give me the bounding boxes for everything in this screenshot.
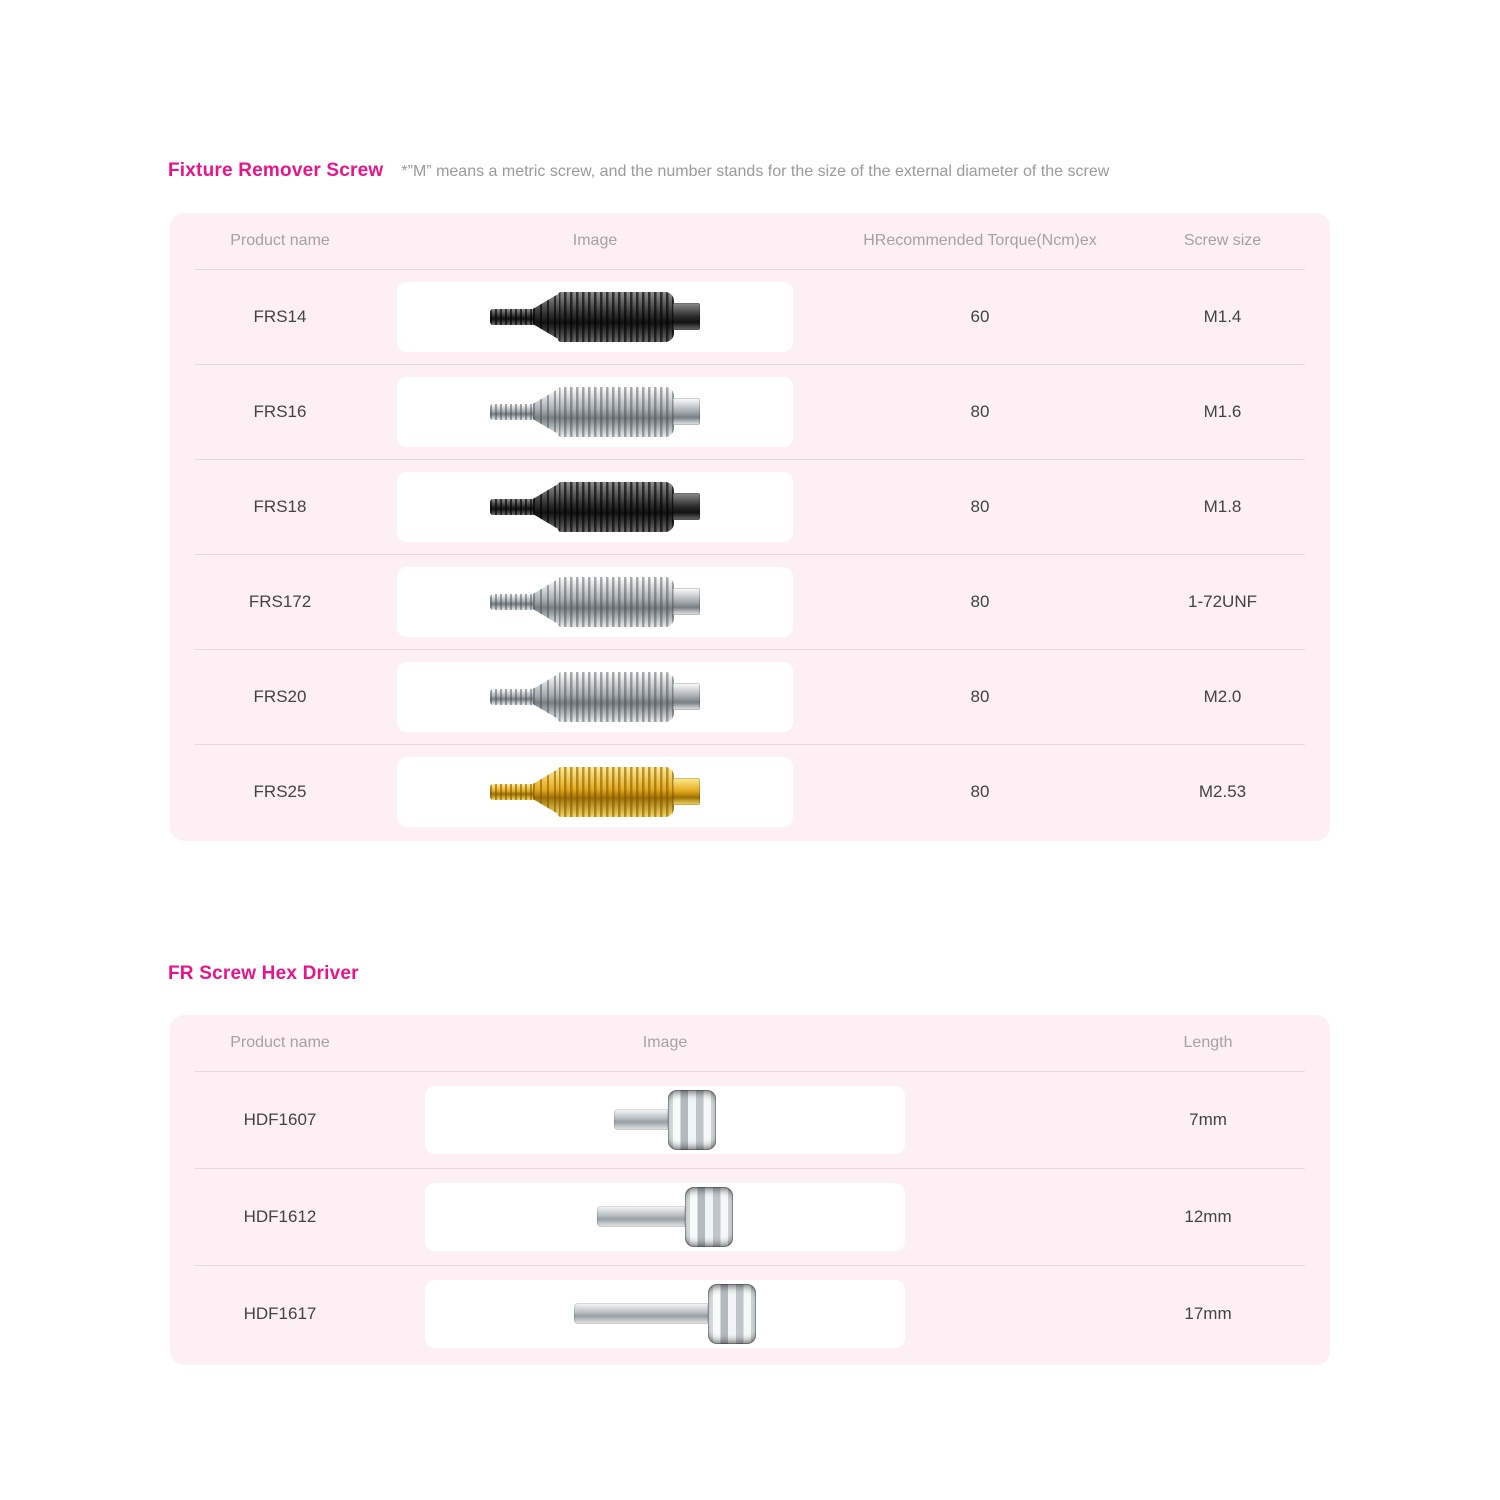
product-image-cell xyxy=(390,1086,940,1154)
screw-tip xyxy=(490,404,534,420)
section1-note: *”M” means a metric screw, and the number stands for the size of the external diameter of the screw xyxy=(401,163,1110,180)
table2-header-row xyxy=(170,1015,1330,1071)
hex-driver-image xyxy=(614,1090,716,1150)
screw-image xyxy=(490,672,700,722)
product-image-frame xyxy=(397,567,793,637)
product-image-frame xyxy=(425,1086,905,1154)
screw-head xyxy=(673,303,700,330)
screw-size-value: 1-72UNF xyxy=(1188,591,1257,611)
section1-title: Fixture Remover Screw xyxy=(168,160,384,181)
screw-image xyxy=(490,577,700,627)
product-image-frame xyxy=(397,472,793,542)
table-row xyxy=(170,1265,1330,1362)
torque-value: 80 xyxy=(970,591,990,611)
screw-tip xyxy=(490,594,534,610)
screw-head xyxy=(673,588,700,615)
screw-cone xyxy=(533,388,559,436)
table1-header-image: Image xyxy=(572,232,618,249)
screw-cone xyxy=(533,483,559,531)
screw-body xyxy=(558,482,674,532)
table-row xyxy=(170,269,1330,364)
torque-value: 80 xyxy=(970,781,990,801)
screw-tip xyxy=(490,309,534,325)
table1-header-torque: HRecommended Torque(Ncm)ex xyxy=(863,232,1097,249)
length-value: 7mm xyxy=(1189,1109,1227,1129)
screw-tip xyxy=(490,499,534,515)
product-name: FRS14 xyxy=(253,306,307,326)
product-name: FRS18 xyxy=(253,496,307,516)
table2-header-image: Image xyxy=(642,1034,688,1051)
screw-head xyxy=(673,778,700,805)
screw-image xyxy=(490,767,700,817)
screw-size-value: M1.8 xyxy=(1203,496,1242,516)
table-row xyxy=(170,554,1330,649)
screw-body xyxy=(558,387,674,437)
screw-size-value: M2.0 xyxy=(1203,686,1242,706)
screw-cone xyxy=(533,673,559,721)
screw-head xyxy=(673,683,700,710)
product-name: FRS16 xyxy=(253,401,307,421)
table-row xyxy=(170,459,1330,554)
table-row xyxy=(170,364,1330,459)
section1-title-row xyxy=(168,160,1109,182)
table-row xyxy=(170,744,1330,839)
screw-size-value: M1.6 xyxy=(1203,401,1242,421)
length-value: 17mm xyxy=(1184,1303,1232,1323)
screw-image xyxy=(490,387,700,437)
screw-body xyxy=(558,292,674,342)
table2-header-length: Length xyxy=(1183,1034,1233,1051)
screw-cone xyxy=(533,578,559,626)
screw-body xyxy=(558,577,674,627)
product-name: HDF1607 xyxy=(243,1109,317,1129)
section2-title-row xyxy=(168,963,359,985)
hex-driver-image xyxy=(597,1187,733,1247)
fixture-remover-screw-table xyxy=(170,213,1330,841)
product-image-cell xyxy=(390,1183,940,1251)
screw-head xyxy=(673,493,700,520)
table-row xyxy=(170,1071,1330,1168)
product-image-cell xyxy=(390,757,800,827)
product-image-frame xyxy=(397,282,793,352)
fr-screw-hex-driver-table xyxy=(170,1015,1330,1365)
driver-knob xyxy=(708,1284,756,1344)
product-name: HDF1612 xyxy=(243,1206,317,1226)
screw-size-value: M2.53 xyxy=(1198,781,1247,801)
driver-shaft xyxy=(597,1206,685,1227)
product-name: HDF1617 xyxy=(243,1303,317,1323)
product-image-cell xyxy=(390,282,800,352)
product-image-cell xyxy=(390,377,800,447)
product-name: FRS172 xyxy=(248,591,312,611)
screw-image xyxy=(490,482,700,532)
section2-title: FR Screw Hex Driver xyxy=(168,963,359,984)
driver-shaft xyxy=(614,1109,668,1130)
table1-header-product: Product name xyxy=(230,232,330,249)
product-image-cell xyxy=(390,567,800,637)
product-image-frame xyxy=(425,1280,905,1348)
screw-body xyxy=(558,672,674,722)
screw-cone xyxy=(533,293,559,341)
screw-image xyxy=(490,292,700,342)
table-row xyxy=(170,1168,1330,1265)
table1-header-row xyxy=(170,213,1330,269)
table2-header-product: Product name xyxy=(230,1034,330,1051)
torque-value: 80 xyxy=(970,496,990,516)
product-image-cell xyxy=(390,662,800,732)
table1-header-size: Screw size xyxy=(1183,232,1262,249)
product-name: FRS20 xyxy=(253,686,307,706)
torque-value: 80 xyxy=(970,686,990,706)
product-image-frame xyxy=(425,1183,905,1251)
product-image-frame xyxy=(397,757,793,827)
product-image-cell xyxy=(390,1280,940,1348)
screw-cone xyxy=(533,768,559,816)
screw-head xyxy=(673,398,700,425)
screw-body xyxy=(558,767,674,817)
table-row xyxy=(170,649,1330,744)
product-image-cell xyxy=(390,472,800,542)
product-name: FRS25 xyxy=(253,781,307,801)
driver-shaft xyxy=(574,1303,708,1324)
product-image-frame xyxy=(397,377,793,447)
driver-knob xyxy=(685,1187,733,1247)
length-value: 12mm xyxy=(1184,1206,1232,1226)
driver-knob xyxy=(668,1090,716,1150)
hex-driver-image xyxy=(574,1284,756,1344)
screw-tip xyxy=(490,689,534,705)
screw-size-value: M1.4 xyxy=(1203,306,1242,326)
product-image-frame xyxy=(397,662,793,732)
screw-tip xyxy=(490,784,534,800)
torque-value: 60 xyxy=(970,306,990,326)
torque-value: 80 xyxy=(970,401,990,421)
